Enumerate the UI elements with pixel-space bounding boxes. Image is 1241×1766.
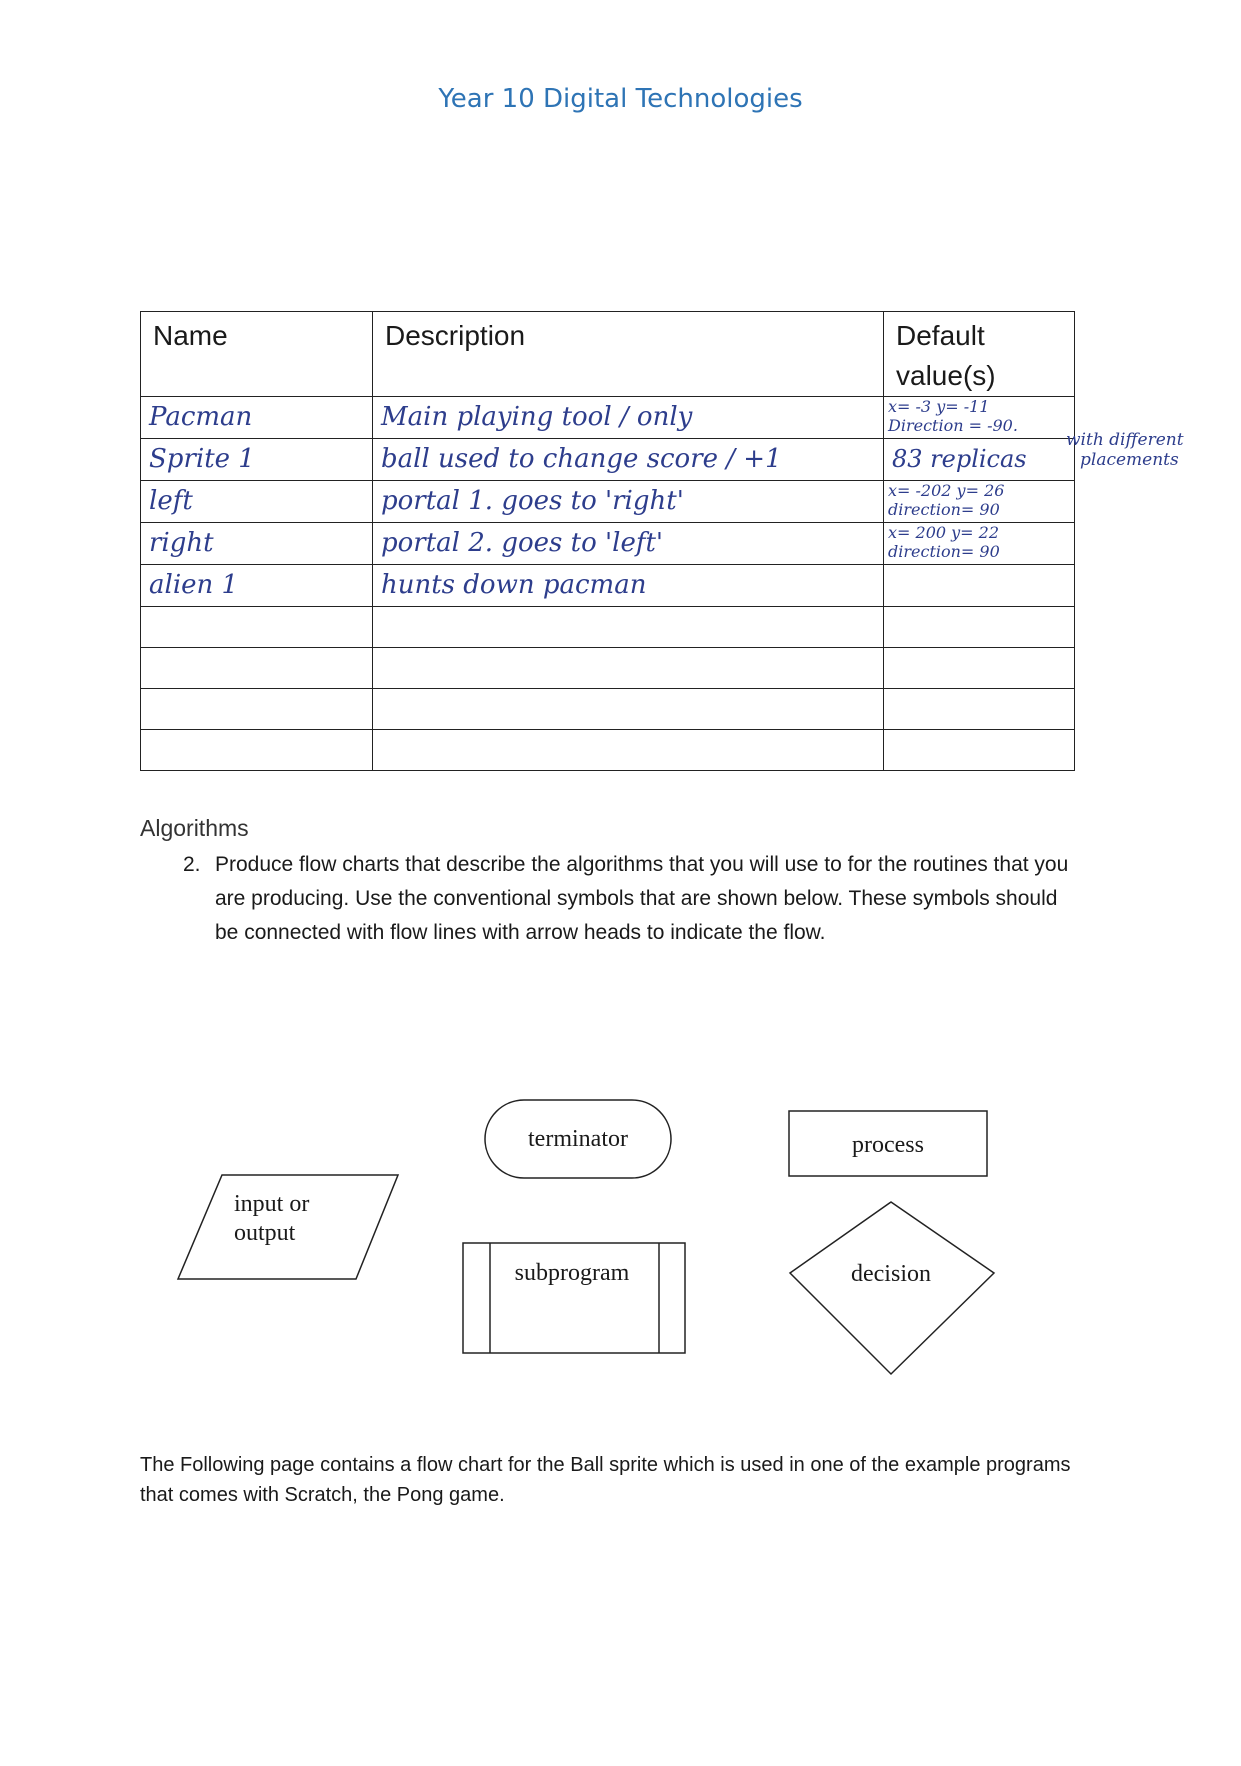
row-name: alien 1 [149,570,239,600]
row-name [141,689,373,730]
row-description: portal 2. goes to 'left' [381,528,664,558]
row-name: left [149,486,193,516]
row-name [141,730,373,771]
table-row [141,481,1075,523]
row-default [884,730,1075,771]
row-name: right [149,528,214,558]
process-label: process [852,1132,924,1158]
row-name: Pacman [149,402,253,432]
terminator-symbol [485,1100,671,1178]
row-default: x= -3 y= -11 [888,397,990,416]
header-default-values: Default value(s) [884,312,1075,397]
row-default: 83 replicas [892,445,1027,473]
row-default: x= -202 y= 26 [888,481,1005,500]
input-output-label-line1: input or [234,1191,310,1217]
footer-paragraph: The Following page contains a flow chart for the Ball sprite which is used in one of the example programs that comes with Scratch, the Pong game. [140,1454,1071,1506]
header-name: Name [141,312,373,397]
instruction-text: Produce flow charts that describe the algorithms that you will use to for the routines that you are producing. Use the conventional symbols that are shown below. These symbols should be connected with flow lines with arrow heads to indicate the flow. [215,853,1069,944]
row-default [884,607,1075,648]
row-name: Sprite 1 [149,444,255,474]
row-description: ball used to change score / +1 [381,444,782,474]
input-output-symbol [178,1175,398,1279]
subprogram-symbol [463,1243,685,1353]
row-default [884,565,1075,607]
row-default: x= 200 y= 22 [888,523,1000,542]
row-description: Main playing tool / only [381,402,693,432]
input-output-label-line2: output [234,1220,296,1246]
table-row [141,565,1075,607]
process-symbol [789,1111,987,1176]
row-default: direction= 90 [888,500,1000,519]
table-row [141,689,1075,730]
table-row [141,730,1075,771]
table-row [141,439,1075,481]
terminator-label: terminator [528,1126,628,1152]
row-name [141,648,373,689]
sprite-table [140,311,1075,771]
row-description [373,648,884,689]
table-row [141,523,1075,565]
row-description [373,730,884,771]
row-description: portal 1. goes to 'right' [381,486,684,516]
decision-symbol [790,1202,994,1374]
row-description [373,689,884,730]
row-description [373,607,884,648]
table-row [141,648,1075,689]
item-number: 2. [183,853,201,876]
row-default: Direction = -90. [888,416,1018,435]
row-name [141,607,373,648]
table-header-row [141,312,1075,397]
handwritten-side-note: with different placements [1066,430,1184,470]
row-default [884,648,1075,689]
table-row [141,607,1075,648]
table-row [141,397,1075,439]
row-description: hunts down pacman [381,570,647,600]
instruction-item [183,848,1083,950]
header-description: Description [373,312,884,397]
row-default [884,689,1075,730]
page-title: Year 10 Digital Technologies [438,84,803,114]
row-default: direction= 90 [888,542,1000,561]
section-heading-algorithms: Algorithms [140,815,249,841]
flowchart-symbols [0,1090,1241,1390]
decision-label: decision [851,1261,931,1287]
subprogram-label: subprogram [514,1260,630,1286]
